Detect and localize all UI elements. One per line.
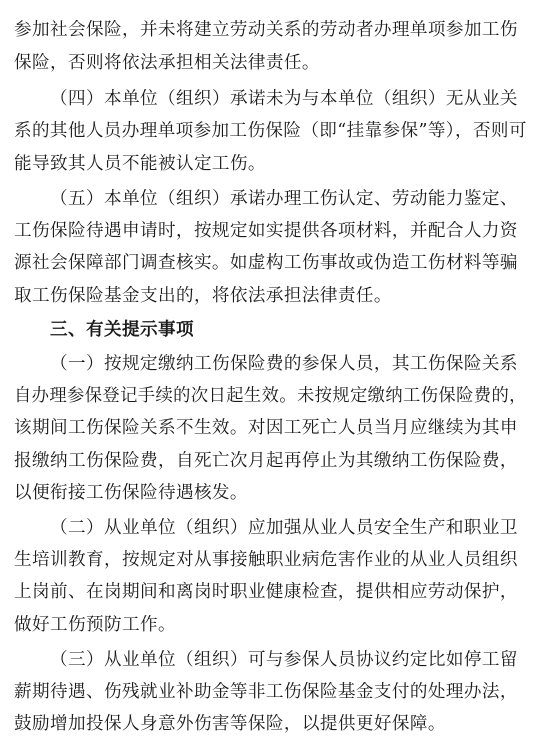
paragraph-line: 取工伤保险基金支出的，将依法承担法律责任。 [14, 286, 392, 306]
paragraph-line: 上岗前、在岗期间和离岗时职业健康检查，提供相应劳动保护， [14, 582, 518, 602]
paragraph-line: 系的其他人员办理单项参加工伤保险（即“挂靠参保”等），否则可 [14, 121, 527, 141]
paragraph-line: 生培训教育，按规定对从事接触职业病危害作业的从业人员组织 [14, 550, 518, 570]
paragraph-line: （五）本单位（组织）承诺办理工伤认定、劳动能力鉴定、 [50, 189, 518, 209]
paragraph-line: 鼓励增加投保人身意外伤害等保险，以提供更好保障。 [14, 714, 446, 734]
paragraph-line: 该期间工伤保险关系不生效。对因工死亡人员当月应继续为其申 [14, 418, 518, 438]
paragraph-line: 源社会保障部门调查核实。如虚构工伤事故或伪造工伤材料等骗 [14, 253, 518, 273]
paragraph-line: （三）从业单位（组织）可与参保人员协议约定比如停工留 [50, 650, 518, 670]
paragraph-line: （二）从业单位（组织）应加强从业人员安全生产和职业卫 [50, 518, 518, 538]
paragraph-line: 能导致其人员不能被认定工伤。 [14, 154, 266, 174]
paragraph-line: 薪期待遇、伤残就业补助金等非工伤保险基金支付的处理办法， [14, 682, 518, 702]
paragraph-line: 报缴纳工伤保险费，自死亡次月起再停止为其缴纳工伤保险费， [14, 451, 518, 471]
paragraph-line: 参加社会保险，并未将建立劳动关系的劳动者办理单项参加工伤 [14, 20, 518, 40]
paragraph-line: 以便衔接工伤保险待遇核发。 [14, 483, 248, 503]
paragraph-line: 做好工伤预防工作。 [14, 615, 176, 635]
paragraph-line: （一）按规定缴纳工伤保险费的参保人员，其工伤保险关系 [50, 354, 518, 374]
paragraph-line: 保险，否则将依法承担相关法律责任。 [14, 53, 320, 73]
paragraph-line: 工伤保险待遇申请时，按规定如实提供各项材料，并配合人力资 [14, 221, 518, 241]
paragraph-line: 自办理参保登记手续的次日起生效。未按规定缴纳工伤保险费的， [14, 386, 527, 406]
paragraph-line: （四）本单位（组织）承诺未为与本单位（组织）无从业关 [50, 89, 518, 109]
section-heading: 三、有关提示事项 [50, 320, 194, 340]
